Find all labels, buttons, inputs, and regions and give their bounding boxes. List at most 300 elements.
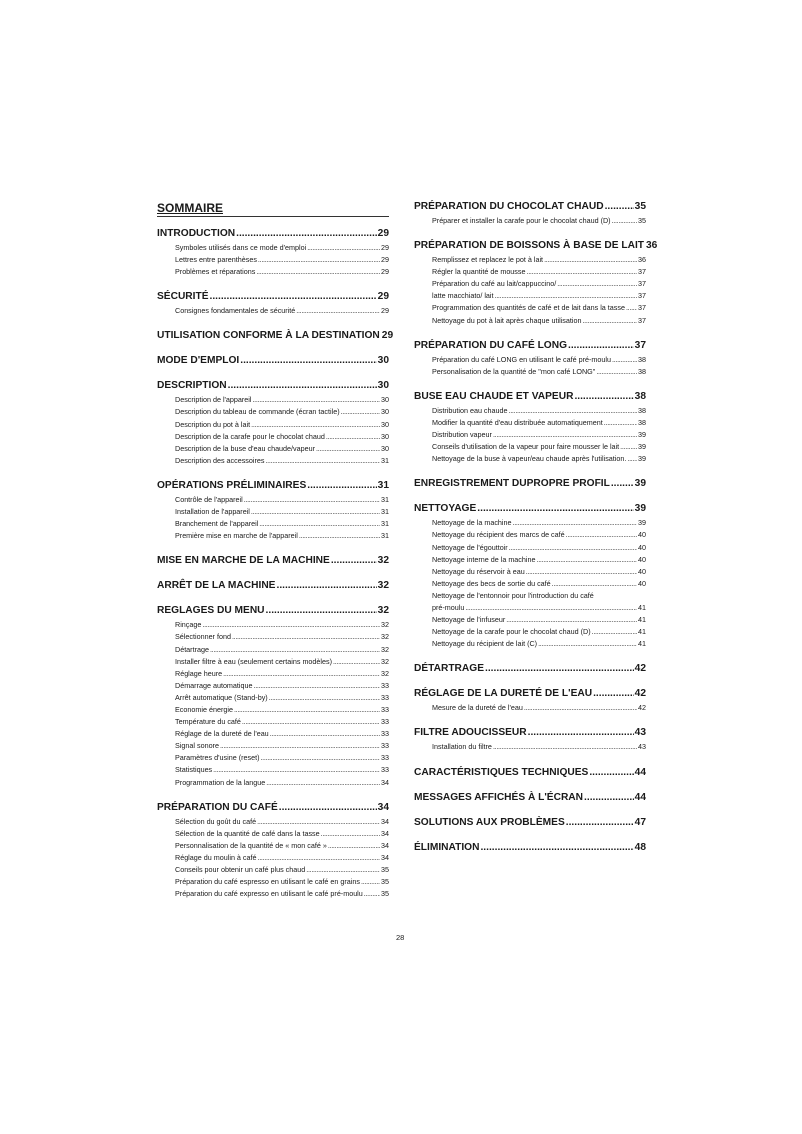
toc-heading[interactable] — [414, 502, 646, 515]
toc-item-label: Nettoyage de l'égouttoir — [432, 542, 508, 552]
toc-item[interactable] — [432, 315, 646, 327]
toc-item[interactable] — [432, 702, 646, 714]
toc-subitems — [414, 517, 646, 650]
toc-heading-page: 36 — [646, 240, 658, 252]
toc-item[interactable] — [432, 405, 646, 417]
toc-item-page: 35 — [381, 877, 389, 887]
toc-subitems — [414, 215, 646, 227]
toc-item-page: 30 — [381, 395, 389, 405]
toc-item-page: 31 — [381, 494, 389, 504]
toc-section — [414, 766, 646, 779]
leader-dots — [299, 530, 380, 542]
toc-heading[interactable] — [157, 290, 389, 303]
toc-item-label: Lettres entre parenthèses — [175, 255, 257, 265]
toc-item[interactable] — [175, 394, 389, 406]
toc-heading-page: 32 — [377, 605, 389, 617]
toc-item[interactable] — [175, 740, 389, 752]
toc-item-label: Préparation du café au lait/cappuccino/ — [432, 279, 557, 289]
toc-section — [157, 379, 389, 467]
toc-heading-label: ARRÊT DE LA MACHINE — [157, 580, 276, 592]
toc-item-page: 35 — [381, 889, 389, 899]
toc-item-page: 39 — [638, 430, 646, 440]
toc-heading-label: OPÉRATIONS PRÉLIMINAIRES — [157, 479, 307, 491]
leader-dots — [258, 852, 380, 864]
toc-item-label: Description des accessoires — [175, 455, 265, 465]
leader-dots — [528, 726, 634, 739]
toc-item[interactable] — [175, 305, 389, 317]
toc-item[interactable] — [432, 566, 646, 578]
toc-item[interactable] — [175, 254, 389, 266]
toc-item[interactable] — [432, 417, 646, 429]
toc-section — [414, 841, 646, 854]
toc-section — [157, 554, 389, 567]
toc-item[interactable] — [432, 254, 646, 266]
toc-item-page: 35 — [638, 216, 646, 225]
toc-item-page: 33 — [381, 753, 389, 763]
toc-item-label: Branchement de l'appareil — [175, 519, 259, 529]
toc-item[interactable] — [432, 354, 646, 366]
toc-item[interactable] — [432, 529, 646, 541]
leader-dots — [592, 626, 637, 638]
toc-item[interactable] — [175, 419, 389, 431]
toc-item-page: 29 — [381, 306, 389, 316]
toc-item[interactable] — [432, 626, 646, 638]
toc-item-label: Préparation du café espresso en utilisant le café en grains — [175, 877, 360, 887]
leader-dots — [341, 406, 380, 418]
toc-section — [157, 604, 389, 788]
leader-dots — [269, 692, 380, 704]
toc-item-label: Personalisation de la quantité de "mon café LONG" — [432, 366, 596, 376]
leader-dots — [333, 656, 380, 668]
toc-heading-page: 30 — [377, 380, 389, 392]
toc-heading-page: 37 — [634, 339, 646, 351]
toc-heading-label: PRÉPARATION DU CAFÉ — [157, 801, 278, 813]
toc-item-page: 39 — [638, 454, 646, 464]
toc-item-page: 36 — [638, 255, 646, 265]
toc-heading-label: MISE EN MARCHE DE LA MACHINE — [157, 555, 330, 567]
toc-heading-page: 32 — [377, 580, 389, 592]
toc-title: SOMMAIRE — [157, 200, 389, 217]
leader-dots — [605, 200, 634, 213]
toc-item[interactable] — [432, 602, 646, 614]
toc-item-label: Programmation de la langue — [175, 777, 266, 787]
toc-heading-page: 43 — [634, 727, 646, 739]
leader-dots — [306, 864, 380, 876]
toc-item-label: Nettoyage de la machine — [432, 518, 512, 528]
toc-item-page: 33 — [381, 704, 389, 714]
toc-item-label: Arrêt automatique (Stand-by) — [175, 692, 268, 702]
leader-dots — [513, 517, 637, 529]
toc-subitems — [157, 305, 389, 317]
leader-dots — [270, 728, 380, 740]
toc-heading[interactable] — [157, 329, 394, 342]
leader-dots — [485, 662, 634, 675]
leader-dots — [236, 227, 377, 240]
toc-item[interactable] — [175, 242, 389, 254]
leader-dots — [259, 518, 380, 530]
toc-heading[interactable] — [414, 477, 646, 490]
toc-item-page: 34 — [381, 828, 389, 838]
toc-heading-page: 48 — [634, 841, 646, 853]
toc-subitems — [414, 254, 646, 327]
toc-heading-page: 31 — [377, 479, 389, 491]
toc-heading[interactable] — [414, 662, 646, 675]
toc-heading[interactable] — [414, 200, 646, 213]
toc-item-page: 37 — [638, 279, 646, 289]
toc-item-page: 33 — [381, 765, 389, 775]
leader-dots — [234, 704, 380, 716]
leader-dots — [258, 254, 380, 266]
toc-item-page: 32 — [381, 644, 389, 654]
toc-heading-page: 39 — [634, 503, 646, 515]
toc-heading-page: 34 — [377, 801, 389, 813]
toc-heading-page: 42 — [634, 688, 646, 700]
toc-section — [414, 502, 646, 650]
toc-item[interactable] — [175, 876, 389, 888]
toc-item[interactable] — [175, 716, 389, 728]
toc-item-label: Nettoyage de la carafe pour le chocolat chaud (D) — [432, 627, 591, 637]
toc-section — [414, 200, 646, 227]
toc-item[interactable] — [175, 619, 389, 631]
leader-dots — [232, 631, 380, 643]
toc-heading[interactable] — [414, 239, 658, 252]
leader-dots — [612, 354, 637, 366]
toc-heading-label: SÉCURITÉ — [157, 291, 209, 303]
toc-item-label: Description de la buse d'eau chaude/vapeur — [175, 443, 316, 453]
toc-item[interactable] — [432, 542, 646, 554]
toc-subitems — [157, 816, 389, 901]
toc-item-label: Consignes fondamentales de sécurité — [175, 306, 296, 316]
toc-heading-label: RÉGLAGE DE LA DURETÉ DE L'EAU — [414, 688, 593, 700]
leader-dots — [326, 431, 380, 443]
toc-section — [414, 477, 646, 490]
leader-dots — [537, 554, 638, 566]
leader-dots — [210, 644, 380, 656]
toc-item[interactable] — [432, 266, 646, 278]
toc-item[interactable] — [175, 494, 389, 506]
toc-subitems — [157, 619, 389, 788]
leader-dots — [251, 419, 380, 431]
toc-section — [157, 354, 389, 367]
leader-dots — [509, 542, 637, 554]
leader-dots — [254, 680, 380, 692]
toc-heading[interactable] — [157, 604, 389, 617]
toc-item[interactable] — [175, 506, 389, 518]
toc-item[interactable] — [175, 828, 389, 840]
toc-heading-label: DÉTARTRAGE — [414, 663, 484, 675]
toc-heading-page: 47 — [634, 816, 646, 828]
leader-dots — [220, 740, 380, 752]
toc-item[interactable] — [432, 638, 646, 650]
toc-left-column — [157, 200, 394, 912]
toc-heading-label: NETTOYAGE — [414, 503, 477, 515]
toc-item-page: 30 — [381, 407, 389, 417]
toc-heading-label: BUSE EAU CHAUDE ET VAPEUR — [414, 390, 574, 402]
toc-heading[interactable] — [414, 766, 646, 779]
toc-item[interactable] — [432, 302, 646, 314]
toc-item-label: Modifier la quantité d'eau distribuée automatiquement — [432, 417, 603, 427]
leader-dots — [506, 614, 637, 626]
toc-section — [414, 390, 646, 465]
leader-dots — [574, 390, 633, 403]
toc-item[interactable] — [175, 644, 389, 656]
toc-heading-label: PRÉPARATION DU CHOCOLAT CHAUD — [414, 201, 604, 212]
leader-dots — [493, 741, 637, 753]
toc-item[interactable] — [175, 431, 389, 443]
toc-item-label: Réglage du moulin à café — [175, 852, 257, 862]
toc-item-page: 32 — [381, 656, 389, 666]
toc-item[interactable] — [432, 290, 646, 302]
leader-dots — [251, 506, 380, 518]
toc-item-page: 33 — [381, 692, 389, 702]
toc-section — [414, 339, 646, 378]
toc-section — [414, 687, 646, 714]
leader-dots — [223, 668, 380, 680]
toc-item[interactable] — [432, 366, 646, 378]
toc-item[interactable] — [432, 441, 646, 453]
toc-item-page: 34 — [381, 852, 389, 862]
toc-item-label: Contrôle de l'appareil — [175, 494, 243, 504]
leader-dots — [589, 766, 633, 779]
toc-heading-page: 29 — [381, 330, 394, 342]
leader-dots — [252, 394, 380, 406]
toc-item-label: Détartrage — [175, 644, 209, 654]
toc-item-page: 37 — [638, 291, 646, 301]
toc-item-page: 30 — [381, 431, 389, 441]
leader-dots — [266, 604, 377, 617]
toc-item-page: 31 — [381, 507, 389, 517]
page-number: 28 — [396, 933, 405, 942]
toc-item[interactable] — [432, 453, 646, 465]
toc-right-column — [414, 200, 658, 866]
toc-subitems — [157, 242, 389, 278]
toc-item-page: 32 — [381, 668, 389, 678]
toc-item-label: Description du tableau de commande (écran tactile) — [175, 407, 340, 417]
toc-item-label: Signal sonore — [175, 741, 219, 751]
leader-dots — [596, 366, 637, 378]
toc-item[interactable] — [175, 266, 389, 278]
leader-dots — [328, 840, 380, 852]
toc-heading-label: CARACTÉRISTIQUES TECHNIQUES — [414, 766, 589, 778]
toc-item-label: Sélectionner fond — [175, 632, 231, 642]
toc-heading-label: UTILISATION CONFORME À LA DESTINATION — [157, 330, 380, 342]
toc-heading[interactable] — [414, 339, 646, 352]
toc-item-label: Sélection du goût du café — [175, 816, 257, 826]
toc-item-label: Régler la quantité de mousse — [432, 267, 526, 277]
toc-section — [157, 479, 389, 542]
toc-item[interactable] — [175, 692, 389, 704]
toc-item-label: Nettoyage de l'infuseur — [432, 615, 506, 625]
toc-item-label: Installation du filtre — [432, 742, 492, 752]
leader-dots — [527, 266, 638, 278]
toc-item-page: 38 — [638, 354, 646, 364]
toc-item[interactable] — [175, 704, 389, 716]
leader-dots — [566, 529, 637, 541]
toc-heading[interactable] — [157, 227, 389, 240]
toc-heading[interactable] — [157, 479, 389, 492]
toc-item-label: Rinçage — [175, 620, 202, 630]
toc-item[interactable] — [175, 852, 389, 864]
leader-dots — [557, 278, 637, 290]
toc-item[interactable] — [175, 864, 389, 876]
toc-item-page: 30 — [381, 443, 389, 453]
toc-item-page: 37 — [638, 303, 646, 313]
toc-item-label: Première mise en marche de l'appareil — [175, 531, 298, 541]
toc-item-label: Conseils d'utilisation de la vapeur pour faire mousser le lait — [432, 442, 620, 452]
toc-item-page: 34 — [381, 840, 389, 850]
toc-heading-page: 39 — [634, 478, 646, 490]
toc-item[interactable] — [175, 777, 389, 789]
toc-item[interactable] — [432, 590, 646, 602]
toc-item-label: Sélection de la quantité de café dans la tasse — [175, 828, 320, 838]
toc-item[interactable] — [175, 680, 389, 692]
toc-item[interactable] — [175, 530, 389, 542]
toc-item-page: 33 — [381, 680, 389, 690]
toc-item-label: Nettoyage interne de la machine — [432, 554, 536, 564]
toc-item[interactable] — [175, 840, 389, 852]
toc-item-label: Démarrage automatique — [175, 680, 253, 690]
leader-dots — [611, 477, 634, 490]
toc-item[interactable] — [432, 578, 646, 590]
toc-section — [414, 791, 646, 804]
toc-heading[interactable] — [414, 841, 646, 854]
leader-dots — [493, 429, 637, 441]
toc-item[interactable] — [432, 741, 646, 753]
toc-item-page: 43 — [638, 742, 646, 752]
leader-dots — [361, 876, 380, 888]
toc-item-page: 40 — [638, 578, 646, 588]
toc-heading-label: ÉLIMINATION — [414, 841, 480, 853]
toc-item[interactable] — [432, 517, 646, 529]
toc-subitems — [157, 494, 389, 542]
toc-item-label: Préparer et installer la carafe pour le chocolat chaud (D) — [432, 216, 611, 225]
toc-item[interactable] — [175, 668, 389, 680]
toc-heading[interactable] — [157, 379, 389, 392]
toc-heading-page: 29 — [377, 291, 389, 303]
toc-heading[interactable] — [157, 554, 389, 567]
toc-heading-label: SOLUTIONS AUX PROBLÈMES — [414, 816, 565, 828]
leader-dots — [495, 290, 637, 302]
toc-item-label: Personnalisation de la quantité de « mon café » — [175, 840, 327, 850]
leader-dots — [526, 566, 637, 578]
toc-item[interactable] — [432, 554, 646, 566]
toc-item-page: 41 — [638, 615, 646, 625]
toc-item[interactable] — [432, 429, 646, 441]
toc-item-label: Description de l'appareil — [175, 395, 252, 405]
toc-item[interactable] — [175, 816, 389, 828]
toc-heading[interactable] — [157, 579, 389, 592]
toc-heading-label: REGLAGES DU MENU — [157, 605, 265, 617]
leader-dots — [307, 479, 376, 492]
toc-heading[interactable] — [414, 816, 646, 829]
toc-item[interactable] — [175, 656, 389, 668]
toc-heading[interactable] — [414, 687, 646, 700]
leader-dots — [538, 638, 637, 650]
toc-item[interactable] — [432, 278, 646, 290]
toc-heading[interactable] — [414, 726, 646, 739]
toc-item-page: 41 — [638, 639, 646, 649]
toc-item-page: 29 — [381, 267, 389, 277]
toc-item-label: Mesure de la dureté de l'eau — [432, 703, 523, 713]
toc-item[interactable] — [175, 518, 389, 530]
leader-dots — [626, 302, 637, 314]
toc-heading-label: PRÉPARATION DE BOISSONS À BASE DE LAIT — [414, 240, 644, 252]
toc-item-page: 31 — [381, 455, 389, 465]
toc-item-page: 40 — [638, 530, 646, 540]
toc-heading-page: 35 — [634, 201, 646, 212]
toc-heading-label: FILTRE ADOUCISSEUR — [414, 727, 527, 739]
toc-item[interactable] — [175, 406, 389, 418]
toc-item-label: Economie énergie — [175, 704, 233, 714]
leader-dots — [566, 816, 634, 829]
toc-item[interactable] — [175, 888, 389, 900]
toc-section — [157, 227, 389, 278]
toc-item-page: 35 — [381, 865, 389, 874]
toc-heading-page: 38 — [634, 390, 646, 402]
toc-item-page: 38 — [638, 366, 646, 376]
toc-section — [157, 579, 389, 592]
toc-heading[interactable] — [157, 354, 389, 367]
toc-item-page: 33 — [381, 729, 389, 739]
toc-item[interactable] — [175, 728, 389, 740]
leader-dots — [266, 777, 380, 789]
toc-section — [157, 329, 394, 342]
leader-dots — [242, 716, 380, 728]
toc-item-label: Préparation du café expresso en utilisant le café pré-moulu — [175, 889, 363, 899]
toc-item-page: 34 — [381, 777, 389, 787]
toc-heading-page: 30 — [377, 355, 389, 367]
toc-section — [414, 816, 646, 829]
toc-section — [157, 290, 389, 317]
toc-item[interactable] — [175, 455, 389, 467]
leader-dots — [257, 816, 380, 828]
toc-item-label: Distribution vapeur — [432, 430, 492, 440]
toc-item[interactable] — [432, 215, 646, 227]
toc-item-page: 41 — [638, 602, 646, 612]
toc-item-label: Préparation du café LONG en utilisant le café pré-moulu — [432, 354, 611, 364]
toc-item-page: 39 — [638, 518, 646, 528]
toc-item[interactable] — [175, 764, 389, 776]
toc-item-page: 41 — [638, 627, 646, 637]
toc-heading[interactable] — [157, 801, 389, 814]
toc-item-label: Statistiques — [175, 765, 213, 775]
leader-dots — [321, 828, 380, 840]
toc-item-label: Installation de l'appareil — [175, 507, 250, 517]
toc-item[interactable] — [175, 631, 389, 643]
leader-dots — [480, 841, 633, 854]
toc-item-page: 40 — [638, 566, 646, 576]
toc-heading-label: MESSAGES AFFICHÉS À L'ÉCRAN — [414, 791, 584, 803]
toc-item[interactable] — [175, 752, 389, 764]
toc-heading-page: 32 — [377, 555, 389, 567]
toc-item-page: 38 — [638, 405, 646, 415]
toc-item-page: 31 — [381, 531, 389, 541]
toc-subitems — [414, 741, 646, 753]
toc-item-page: 33 — [381, 741, 389, 751]
toc-item-label: Description du pot à lait — [175, 419, 251, 429]
toc-item-page: 32 — [381, 632, 389, 642]
toc-item[interactable] — [432, 614, 646, 626]
toc-item-page: 39 — [638, 442, 646, 452]
leader-dots — [524, 702, 637, 714]
toc-heading[interactable] — [414, 791, 646, 804]
leader-dots — [202, 619, 380, 631]
toc-item[interactable] — [175, 443, 389, 455]
toc-item-page: 30 — [381, 419, 389, 429]
leader-dots — [544, 254, 637, 266]
toc-item-page: 38 — [638, 417, 646, 427]
toc-heading[interactable] — [414, 390, 646, 403]
